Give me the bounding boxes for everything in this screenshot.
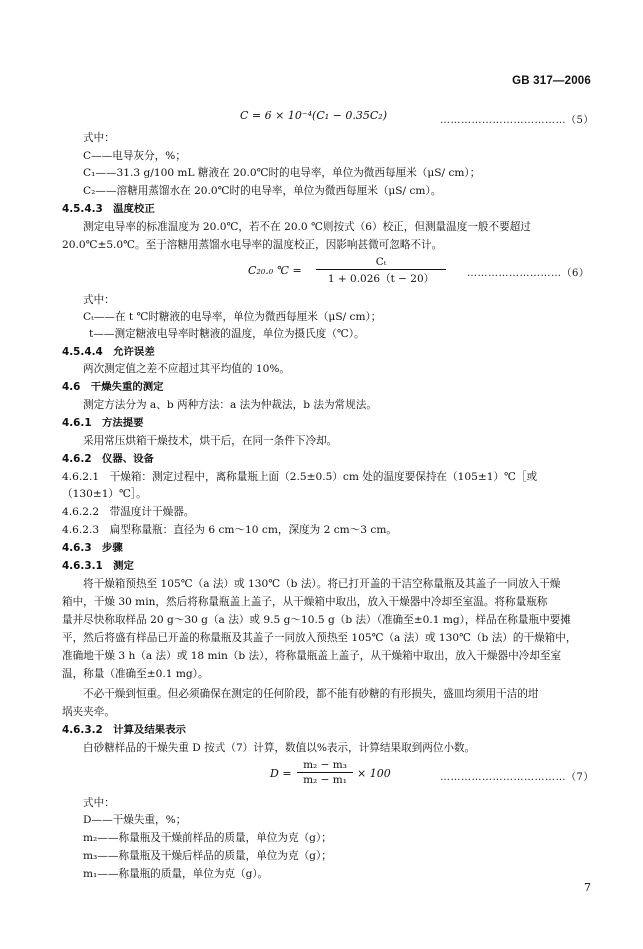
section-heading-462: 4.6.2 仪器、设备 [62,453,154,465]
where-label: 式中： [83,132,115,144]
equation-7-number: ………………………………（7） [440,772,594,783]
equation-7-numerator: m₂ − m₃ [297,759,353,773]
paragraph-note-line1: 不必干燥到恒重。但必须确保在测定的任何阶段，都不能有砂糖的有形损失，盛皿均须用干洁的坩 [83,688,539,700]
paragraph-temperature-2: 20.0℃±5.0℃。至于溶糖用蒸馏水电导率的温度校正，因影响甚微可忽略不计。 [62,239,443,251]
paragraph-procedure-line2: 箱中，干燥 30 min，然后将称量瓶盖上盖子，从干燥箱中取出，放入干燥器中冷却至室温。将称量瓶称 [62,596,548,608]
where-label: 式中： [83,797,115,809]
paragraph-4621-line2: （130±1）℃］。 [62,488,147,500]
section-heading-463: 4.6.3 步骤 [62,542,123,554]
paragraph-procedure-line5: 准确地干燥 3 h（a 法）或 18 min（b 法），将称量瓶盖上盖子，从干燥箱中取出，放入干燥器中冷却至室 [62,650,562,662]
page-number: 7 [584,881,591,894]
paragraph-procedure-line1: 将干燥箱预热至 105℃（a 法）或 130℃（b 法）。将已打开盖的干洁空称量瓶及其盖子一同放入干燥 [83,578,561,590]
paragraph-4623: 4.6.2.3 扁型称量瓶：直径为 6 cm～10 cm，深度为 2 cm～3 cm。 [62,524,397,536]
definition-m1: m₁——称量瓶的质量，单位为克（g）。 [83,868,269,880]
paragraph-procedure-line3: 量并尽快称取样品 20 g～30 g（a 法）或 9.5 g～10.5 g（b 法）（准确至±0.1 mg），样品在称量瓶中要摊 [62,614,571,626]
paragraph-note-line2: 埚夹夹牵。 [62,706,115,718]
equation-7-rhs: × 100 [357,767,391,780]
section-heading-461: 4.6.1 方法提要 [62,417,144,429]
section-heading-4543: 4.5.4.3 温度校正 [62,203,155,215]
section-heading-4544: 4.5.4.4 允许误差 [62,346,155,358]
definition-c: C——电导灰分，%； [83,150,186,162]
equation-5-number: ………………………………（5） [440,115,594,126]
paragraph-methods: 测定方法分为 a、b 两种方法：a 法为仲裁法，b 法为常规法。 [83,399,377,411]
paragraph-procedure-line4: 平，然后将盛有样品已开盖的称量瓶及其盖子一同放入预热至 105℃（a 法）或 130℃（b 法）的干燥箱中， [62,632,577,644]
definition-d: D——干燥失重，%； [83,814,187,826]
where-label: 式中： [83,294,115,306]
paragraph-allowable-error: 两次测定值之差不应超过其平均值的 10%。 [83,363,291,375]
paragraph-4621-line1: 4.6.2.1 干燥箱：测定过程中，离称量瓶上面（2.5±0.5）cm 处的温度要保持在（105±1）℃［或 [62,471,538,483]
section-heading-4632: 4.6.3.2 计算及结果表示 [62,724,186,736]
equation-6-numerator: Cₜ [316,256,446,270]
equation-7-lhs: D = [270,767,292,780]
equation-6-denominator: 1 + 0.026（t − 20） [327,273,435,285]
definition-ct: Cₜ——在 t ℃时糖液的电导率，单位为微西每厘米（μS/ cm）； [83,311,382,323]
equation-5: C = 6 × 10⁻⁴(C₁ − 0.35C₂) [240,109,387,122]
equation-6-lhs: C₂₀.₀ ℃ = [248,264,302,277]
paragraph-calculation: 白砂糖样品的干燥失重 D 按式（7）计算，数值以%表示，计算结果取到两位小数。 [83,742,476,754]
section-heading-4631: 4.6.3.1 测定 [62,560,134,572]
definition-c2: C₂——溶糖用蒸馏水在 20.0℃时的电导率，单位为微西每厘米（μS/ cm）。 [83,185,442,197]
definition-m2: m₂——称量瓶及干燥前样品的质量，单位为克（g）； [83,832,332,844]
paragraph-method-summary: 采用常压烘箱干燥技术，烘干后，在同一条件下冷却。 [83,435,338,447]
standard-header: GB 317—2006 [512,75,591,87]
equation-6-number: ………………………（6） [467,268,590,279]
paragraph-temperature-1: 测定电导率的标准温度为 20.0℃，若不在 20.0 ℃则按式（6）校正，但测量温度一般不要超过 [83,221,531,233]
paragraph-procedure-line6: 温，称量（准确至±0.1 mg）。 [62,668,209,680]
definition-c1: C₁——31.3 g/100 mL 糖液在 20.0℃时的电导率，单位为微西每厘米（μS/ cm）； [83,167,481,179]
section-heading-46: 4.6 干燥失重的测定 [62,381,164,393]
paragraph-4622: 4.6.2.2 带温度计干燥器。 [62,506,195,518]
definition-t: t——测定糖液电导率时糖液的温度，单位为摄氏度（℃）。 [89,328,365,340]
equation-7-fraction [297,759,353,786]
equation-7-denominator: m₂ − m₁ [303,774,347,786]
definition-m3: m₃——称量瓶及干燥后样品的质量，单位为克（g）； [83,850,332,862]
equation-6-fraction [316,256,446,286]
